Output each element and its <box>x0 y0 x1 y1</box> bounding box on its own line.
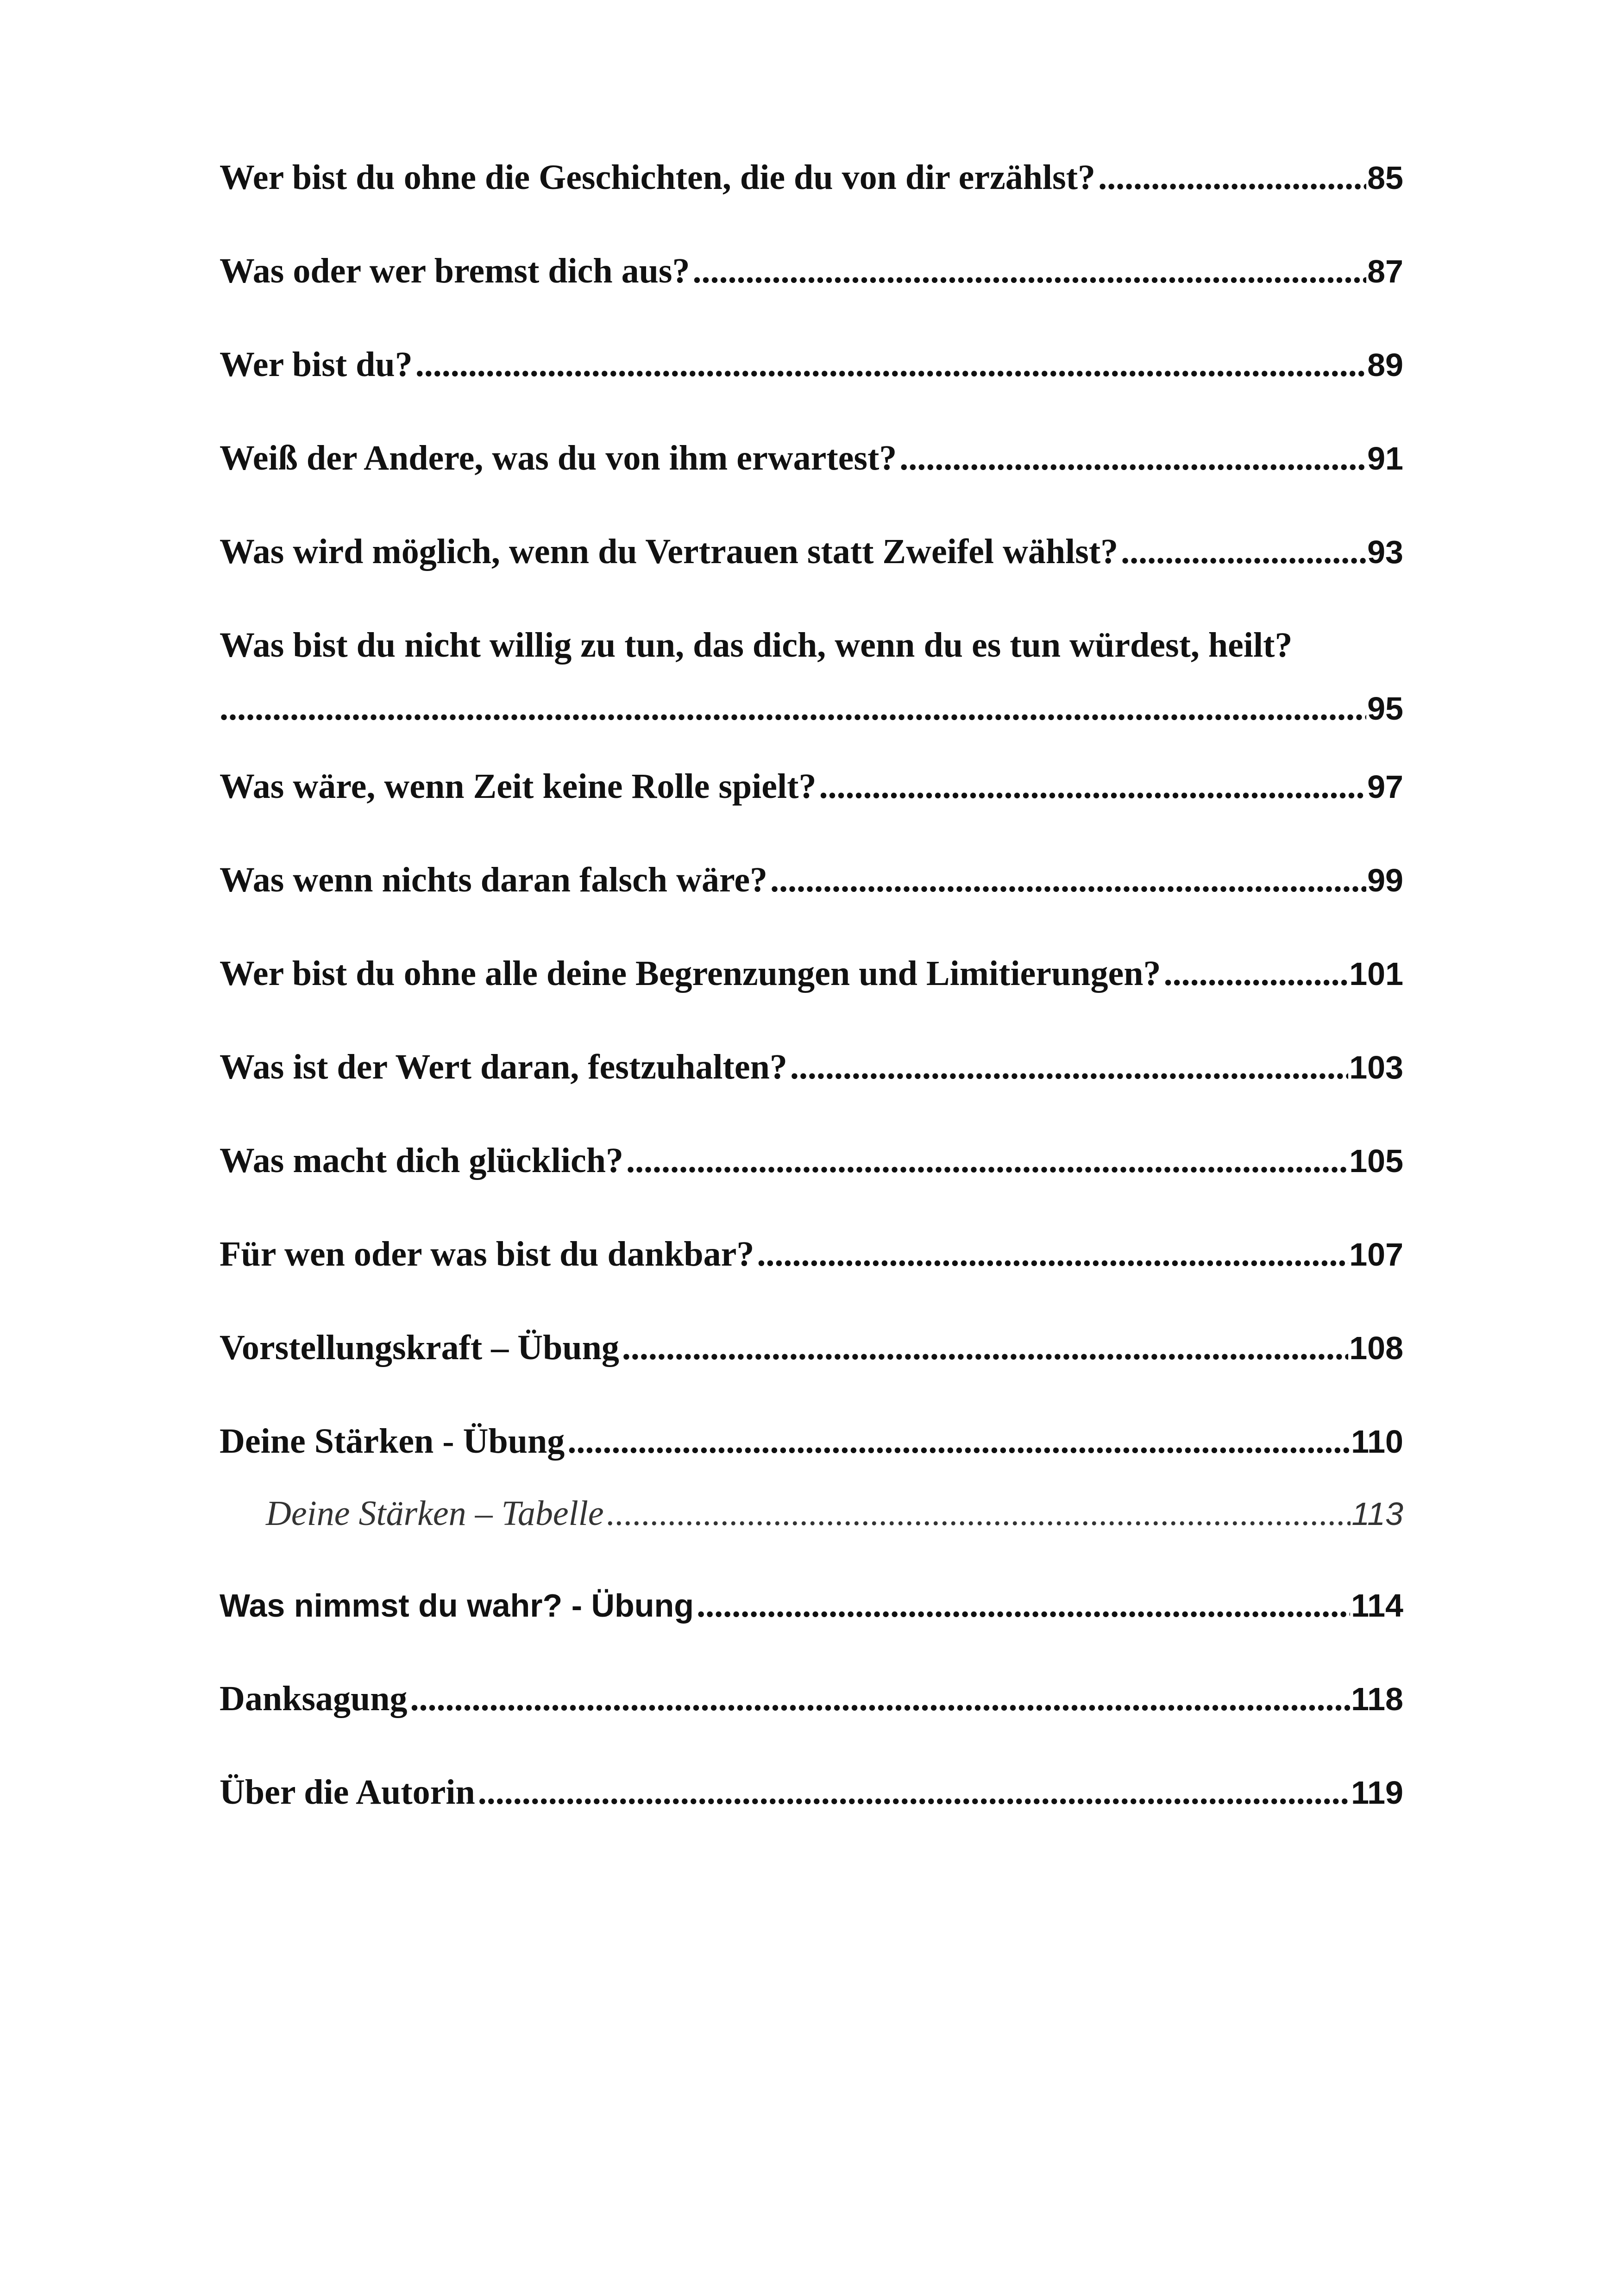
toc-entry-title: Was nimmst du wahr? - Übung <box>220 1587 694 1624</box>
toc-page-number: 110 <box>1351 1424 1403 1460</box>
toc-entry-title: Was wird möglich, wenn du Vertrauen statt Zweifel wählst? <box>220 532 1118 571</box>
toc-page-number: 95 <box>1367 690 1403 727</box>
toc-leader-dots <box>622 1330 1348 1365</box>
toc-leader-dots <box>757 1236 1348 1272</box>
toc-entry[interactable] <box>220 769 1403 804</box>
toc-entry[interactable] <box>220 1681 1403 1716</box>
toc-subentry[interactable] <box>266 1496 1403 1531</box>
toc-page-number: 114 <box>1351 1587 1403 1624</box>
toc-entry[interactable] <box>220 1775 1403 1810</box>
toc-entry-title: Was macht dich glücklich? <box>220 1141 623 1180</box>
toc-page-number: 113 <box>1351 1496 1403 1532</box>
toc-entry-title: Für wen oder was bist du dankbar? <box>220 1235 754 1273</box>
toc-entry-title: Wer bist du ohne die Geschichten, die du von dir erzählst? <box>220 158 1096 197</box>
toc-page-number: 119 <box>1351 1775 1403 1811</box>
toc-leader-dots <box>567 1424 1350 1459</box>
toc-entry-title: Weiß der Andere, was du von ihm erwartest? <box>220 439 897 477</box>
toc-leader-dots <box>790 1049 1348 1085</box>
toc-entry-title: Was wäre, wenn Zeit keine Rolle spielt? <box>220 767 817 806</box>
toc-entry-title: Was oder wer bremst dich aus? <box>220 251 690 290</box>
toc-entry-title: Was bist du nicht willig zu tun, das dich, wenn du es tun würdest, heilt? <box>220 626 1293 665</box>
toc-entry[interactable] <box>220 1587 1403 1623</box>
toc-page-number: 97 <box>1367 769 1403 805</box>
toc-entry-wrapped[interactable] <box>220 627 1403 726</box>
toc-leader-dots <box>415 347 1366 382</box>
toc-entry-title: Vorstellungskraft – Übung <box>220 1328 619 1367</box>
toc-entry-title: Wer bist du? <box>220 345 413 384</box>
toc-page-number: 118 <box>1351 1681 1403 1717</box>
toc-leader-dots <box>770 862 1366 897</box>
toc-entry[interactable] <box>220 347 1403 382</box>
toc-entry-title: Wer bist du ohne alle deine Begrenzungen und Limitierungen? <box>220 954 1161 993</box>
toc-entry[interactable] <box>220 1143 1403 1178</box>
toc-page-number: 89 <box>1367 347 1403 383</box>
toc-leader-dots <box>819 769 1366 804</box>
toc-entry-title: Danksagung <box>220 1679 408 1718</box>
toc-leader-dots <box>478 1775 1350 1810</box>
toc-entry-title: Was ist der Wert daran, festzuhalten? <box>220 1048 787 1086</box>
toc-page-number: 93 <box>1367 534 1403 570</box>
toc-entry[interactable] <box>220 253 1403 289</box>
toc-page-number: 101 <box>1349 956 1403 992</box>
toc-entry[interactable] <box>220 956 1403 991</box>
toc-page-number: 87 <box>1367 253 1403 289</box>
toc-entry-title: Deine Stärken - Übung <box>220 1422 565 1461</box>
toc-entry[interactable] <box>220 1049 1403 1085</box>
toc-entry[interactable] <box>220 534 1403 569</box>
toc-leader-dots <box>697 1587 1350 1623</box>
toc-entry-title: Deine Stärken – Tabelle <box>266 1494 604 1533</box>
toc-page-number: 99 <box>1367 862 1403 898</box>
toc-leader-dots <box>1121 534 1366 569</box>
toc-page-number: 105 <box>1349 1143 1403 1179</box>
toc-page-number: 85 <box>1367 160 1403 196</box>
toc-leader-dots <box>1098 160 1366 195</box>
toc-leader-dots <box>220 690 1366 726</box>
toc-entry[interactable] <box>220 1424 1403 1459</box>
toc-leader-dots <box>899 440 1366 476</box>
toc-page-number: 91 <box>1367 440 1403 477</box>
toc-entry-title: Was wenn nichts daran falsch wäre? <box>220 860 768 899</box>
toc-entry[interactable] <box>220 862 1403 897</box>
toc-page-number: 107 <box>1349 1236 1403 1273</box>
toc-entry[interactable] <box>220 1236 1403 1272</box>
toc-entry-title: Über die Autorin <box>220 1773 475 1812</box>
toc-leader-dots <box>693 253 1367 289</box>
toc-leader-dots <box>607 1496 1351 1531</box>
toc-page-number: 103 <box>1349 1049 1403 1085</box>
toc-leader-dots <box>1164 956 1349 991</box>
toc-leader-dots <box>626 1143 1348 1178</box>
toc-entry[interactable] <box>220 1330 1403 1365</box>
toc-entry[interactable] <box>220 160 1403 195</box>
toc-entry[interactable] <box>220 440 1403 476</box>
toc-leader-dots <box>410 1681 1351 1716</box>
toc-page-number: 108 <box>1349 1330 1403 1366</box>
toc-leader-row <box>220 690 1403 726</box>
